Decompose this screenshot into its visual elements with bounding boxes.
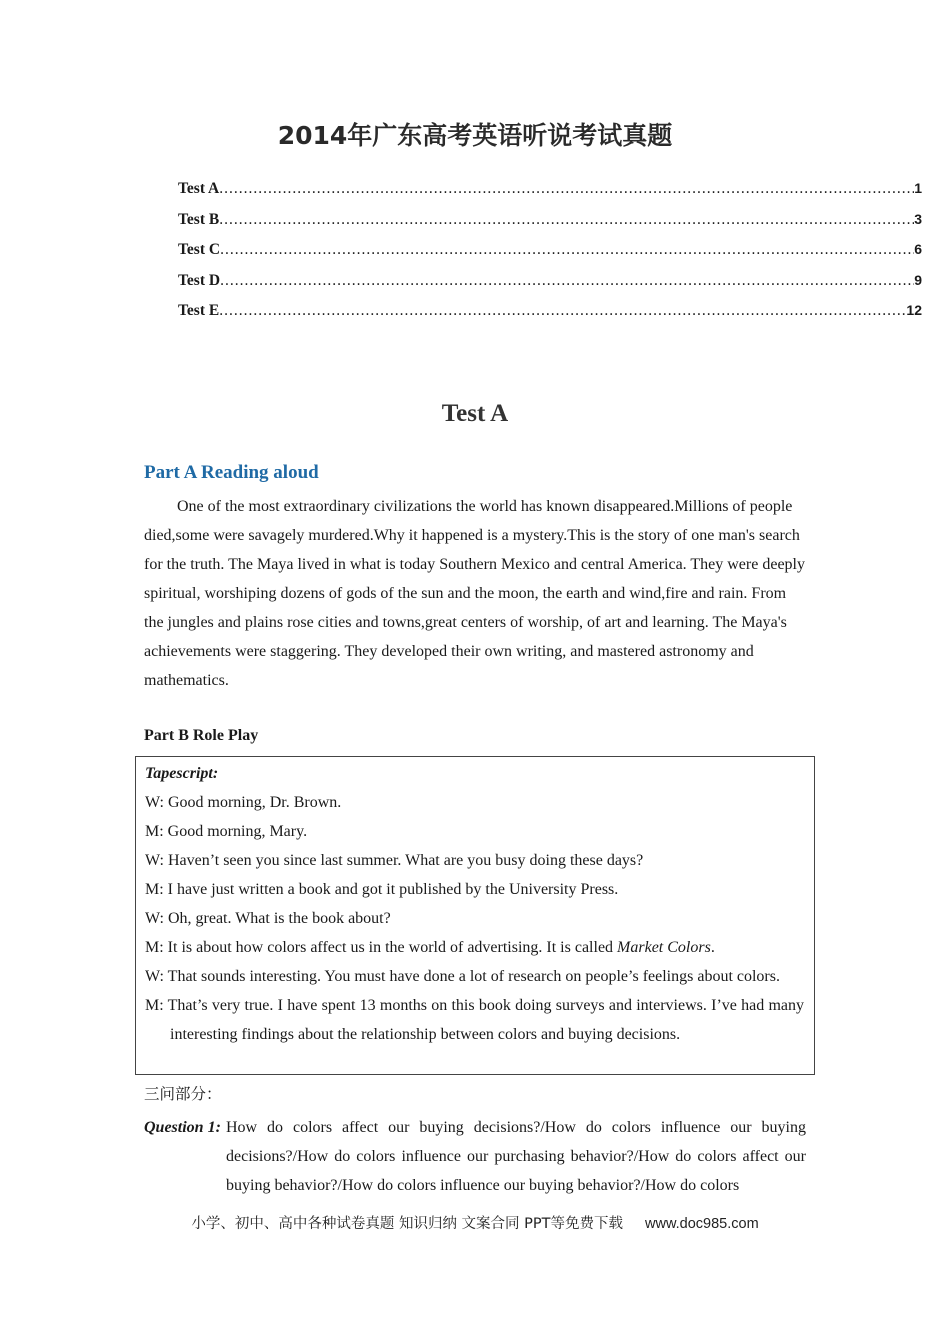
footer-url[interactable]: www.doc985.com xyxy=(645,1216,759,1232)
document-title: 2014年广东高考英语听说考试真题 xyxy=(277,121,673,150)
page-footer xyxy=(0,1212,950,1233)
part-b-heading: Part B Role Play xyxy=(144,727,259,744)
dialogue-line: M: That’s very true. I have spent 13 months on this book doing surveys and interviews. I’ve had many interesting findings about the relationship between colors and buying decisions. xyxy=(145,997,804,1043)
toc-leader-dots xyxy=(220,272,914,290)
toc-entry-test-b[interactable] xyxy=(178,211,922,242)
toc-page-number: 3 xyxy=(914,210,922,227)
toc-leader-dots xyxy=(219,211,914,229)
dialogue-line xyxy=(145,933,804,962)
dialogue-line: W: Haven’t seen you since last summer. What are you busy doing these days? xyxy=(145,852,644,869)
toc-leader-dots xyxy=(220,241,914,259)
dialogue-line: M: Good morning, Mary. xyxy=(145,823,308,840)
book-title-suffix: . xyxy=(710,939,715,956)
part-a-heading: Part A Reading aloud xyxy=(144,462,319,483)
reading-text: One of the most extraordinary civilizations the world has known disappeared.Millions of people died,some were savagely murdered.Why it happened is a mystery.This is the story of one man's search for the truth. The Maya lived in what is today Southern Mexico and central America. They were deeply spiritual, worshiping dozens of gods of the sun and the moon, the earth and wind,fire and rain. From the jungles and plains rose cities and towns,great centers of worship, of art and learning. The Maya's achievements were staggering. They developed their own writing, and mastered astronomy and mathematics. xyxy=(144,498,805,689)
tapescript-box xyxy=(135,756,815,1075)
three-questions-heading: 三问部分： xyxy=(144,1085,222,1103)
dialogue-line: M: I have just written a book and got it published by the University Press. xyxy=(145,881,619,898)
toc-entry-test-c[interactable] xyxy=(178,241,922,272)
toc-label: Test B xyxy=(178,210,220,228)
toc-entry-test-a[interactable] xyxy=(178,180,922,211)
toc-leader-dots xyxy=(219,302,906,320)
tapescript-label: Tapescript: xyxy=(145,765,219,782)
toc-page-number: 9 xyxy=(914,271,922,288)
question-1 xyxy=(144,1113,806,1200)
question-text: How do colors affect our buying decisions?/How do colors influence our buying decisions?/How do colors influence our purchasing behavior?/How do colors affect our buying behavior?/How do colors influence our buying behavior?/How do colors xyxy=(226,1119,806,1194)
section-title: Test A xyxy=(441,400,509,427)
dialogue-line: W: Oh, great. What is the book about? xyxy=(145,910,391,927)
toc-leader-dots xyxy=(219,180,914,198)
toc-page-number: 1 xyxy=(914,180,922,196)
dialogue-line: W: That sounds interesting. You must have done a lot of research on people’s feelings about colors. xyxy=(145,968,780,985)
toc-page-number: 12 xyxy=(906,302,922,319)
toc-label: Test A xyxy=(178,180,220,197)
book-title: Market Colors xyxy=(617,939,711,956)
toc-label: Test D xyxy=(178,271,221,289)
toc-entry-test-d[interactable] xyxy=(178,272,922,303)
table-of-contents xyxy=(178,180,922,333)
footer-text: 小学、初中、高中各种试卷真题 知识归纳 文案合同 PPT等免费下载 xyxy=(191,1216,624,1232)
toc-label: Test C xyxy=(178,241,221,259)
reading-passage xyxy=(144,492,806,695)
toc-page-number: 6 xyxy=(914,241,922,258)
question-label: Question 1: xyxy=(144,1119,221,1136)
dialogue-line-text: M: It is about how colors affect us in the world of advertising. It is called xyxy=(145,939,618,956)
dialogue-line: W: Good morning, Dr. Brown. xyxy=(145,794,342,811)
toc-entry-test-e[interactable] xyxy=(178,302,922,333)
toc-label: Test E xyxy=(178,302,220,320)
